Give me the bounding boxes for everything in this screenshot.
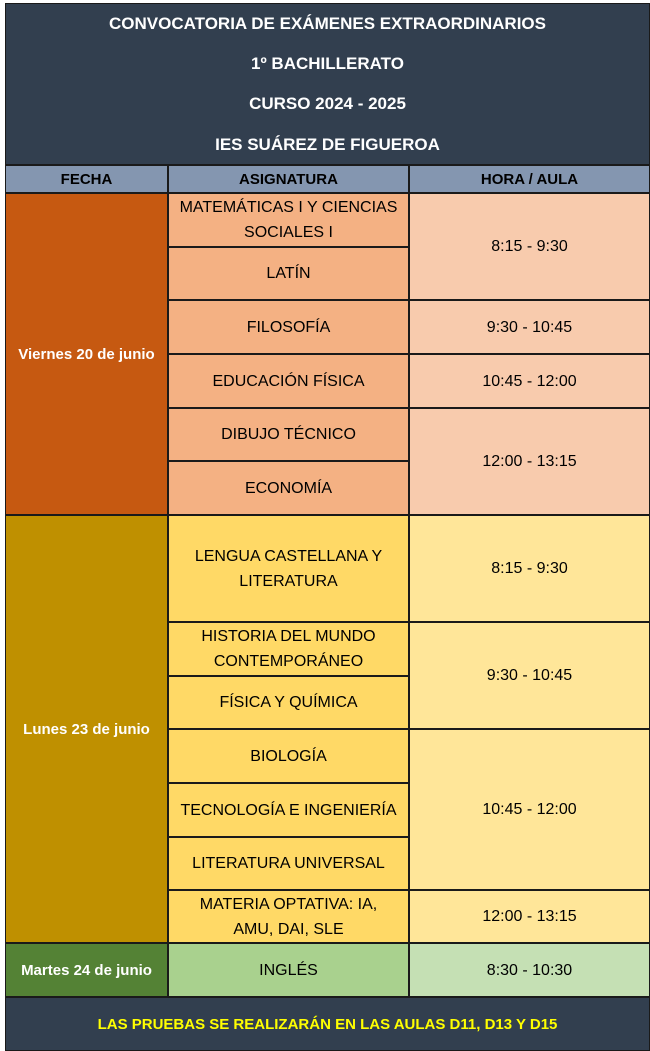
subject-historia: HISTORIA DEL MUNDO CONTEMPORÁNEO: [168, 622, 409, 676]
time-slot: 12:00 - 13:15: [409, 408, 650, 515]
time-slot: 8:15 - 9:30: [409, 515, 650, 622]
subject-lengua-castellana: LENGUA CASTELLANA Y LITERATURA: [168, 515, 409, 622]
column-header-hora: HORA / AULA: [409, 165, 650, 193]
subject-fisica-quimica: FÍSICA Y QUÍMICA: [168, 676, 409, 729]
time-slot: 10:45 - 12:00: [409, 729, 650, 890]
time-slot: 12:00 - 13:15: [409, 890, 650, 943]
time-slot: 9:30 - 10:45: [409, 622, 650, 729]
subject-optativa: MATERIA OPTATIVA: IA, AMU, DAI, SLE: [168, 890, 409, 943]
date-viernes: Viernes 20 de junio: [5, 193, 168, 515]
date-lunes: Lunes 23 de junio: [5, 515, 168, 943]
subject-biologia: BIOLOGÍA: [168, 729, 409, 783]
time-slot: 10:45 - 12:00: [409, 354, 650, 408]
time-slot: 8:15 - 9:30: [409, 193, 650, 300]
subject-educacion-fisica: EDUCACIÓN FÍSICA: [168, 354, 409, 408]
title-line: CONVOCATORIA DE EXÁMENES EXTRAORDINARIOS: [108, 14, 546, 33]
column-header-fecha: FECHA: [5, 165, 168, 193]
subject-latin: LATÍN: [168, 247, 409, 300]
time-slot: 9:30 - 10:45: [409, 300, 650, 354]
course-level: 1º BACHILLERATO: [251, 54, 404, 73]
subject-tecnologia: TECNOLOGÍA E INGENIERÍA: [168, 783, 409, 837]
subject-matematicas: MATEMÁTICAS I Y CIENCIAS SOCIALES I: [168, 193, 409, 247]
school-name: IES SUÁREZ DE FIGUEROA: [215, 135, 440, 154]
subject-economia: ECONOMÍA: [168, 461, 409, 515]
subject-dibujo-tecnico: DIBUJO TÉCNICO: [168, 408, 409, 461]
subject-filosofia: FILOSOFÍA: [168, 300, 409, 354]
subject-ingles: INGLÉS: [168, 943, 409, 997]
column-header-asignatura: ASIGNATURA: [168, 165, 409, 193]
academic-year: CURSO 2024 - 2025: [249, 94, 406, 113]
date-martes: Martes 24 de junio: [5, 943, 168, 997]
subject-literatura-universal: LITERATURA UNIVERSAL: [168, 837, 409, 890]
footer-note: LAS PRUEBAS SE REALIZARÁN EN LAS AULAS D11, D13 Y D15: [5, 997, 650, 1051]
time-slot: 8:30 - 10:30: [409, 943, 650, 997]
title-block: [5, 3, 650, 165]
